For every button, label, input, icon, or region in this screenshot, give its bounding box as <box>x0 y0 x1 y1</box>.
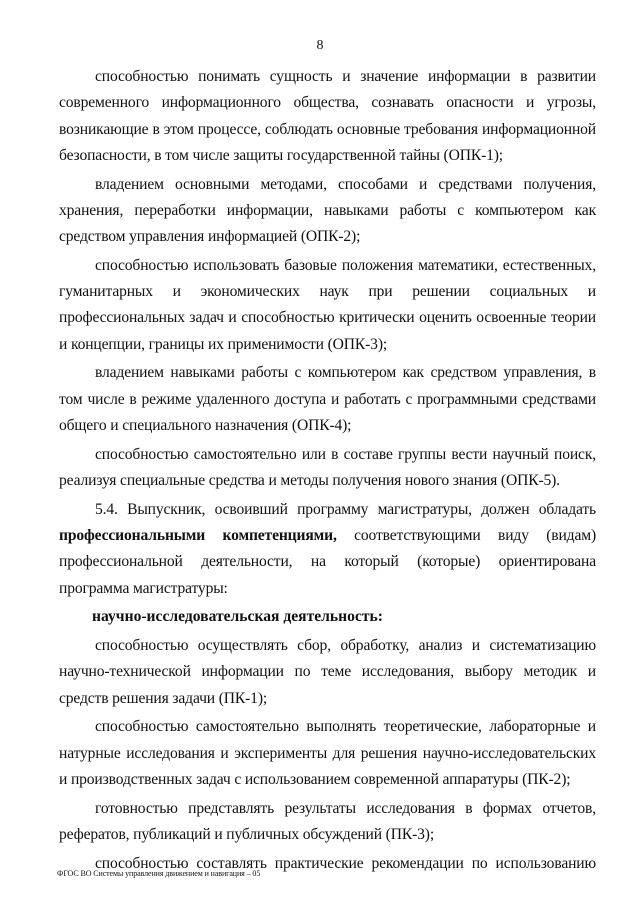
paragraph-opk-5: способностью самостоятельно или в составе группы вести научный поиск, реализуя специальные средства и методы получения нового знания (ОПК-5). <box>59 445 596 490</box>
paragraph-opk-1: способностью понимать сущность и значение информации в развитии современного информационного общества, сознавать опасности и угрозы, возникающие в этом процессе, соблюдать основные требования информационной безопасности, в том числе защиты государственной тайны (ОПК-1); <box>59 68 596 164</box>
paragraph-opk-2: владением основными методами, способами и средствами получения, хранения, переработки информации, навыками работы с компьютером как средством управления информацией (ОПК-2); <box>59 175 596 246</box>
paragraph-pk-3: готовностью представлять результаты исследования в формах отчетов, рефератов, публикаций и публичных обсуждений (ПК-3); <box>59 799 596 843</box>
paragraph-pk-4-partial: способностью составлять практические рекомендации по использованию <box>95 854 596 872</box>
section-5-4-tail: соответствующими виду (видам) профессиональной деятельности, на который (которые) ориентирована программа магистратуры: <box>59 527 596 597</box>
document-body <box>59 64 596 879</box>
section-5-4-lead: 5.4. Выпускник, освоивший программу магистратуры, должен обладать <box>95 500 596 518</box>
section-subheading: научно-исследовательская деятельность: <box>92 608 383 626</box>
paragraph-pk-1: способностью осуществлять сбор, обработку, анализ и систематизацию научно-технической информации по теме исследования, выбору методик и средств решения задачи (ПК-1); <box>59 636 596 707</box>
page-number: 8 <box>316 38 324 53</box>
paragraph-opk-3: способностью использовать базовые положения математики, естественных, гуманитарных и экономических наук при решении социальных и профессиональных задач и способностью критически оценить освоенные теории и концепции, границы их применимости (ОПК-3); <box>59 256 596 353</box>
page-footer: ФГОС ВО Системы управления движением и навигация – 05 <box>57 869 261 878</box>
paragraph-section-5-4 <box>59 497 596 602</box>
paragraph-pk-2: способностью самостоятельно выполнять теоретические, лабораторные и натурные исследования и эксперименты для решения научно-исследовательских и производственных задач с использованием современной аппаратуры (ПК-2); <box>59 718 596 788</box>
section-5-4-bold-term: профессиональными компетенциями, <box>59 527 337 544</box>
paragraph-opk-4: владением навыками работы с компьютером как средством управления, в том числе в режиме удаленного доступа и работать с программными средствами общего и специального назначения (ОПК-4); <box>59 364 596 435</box>
